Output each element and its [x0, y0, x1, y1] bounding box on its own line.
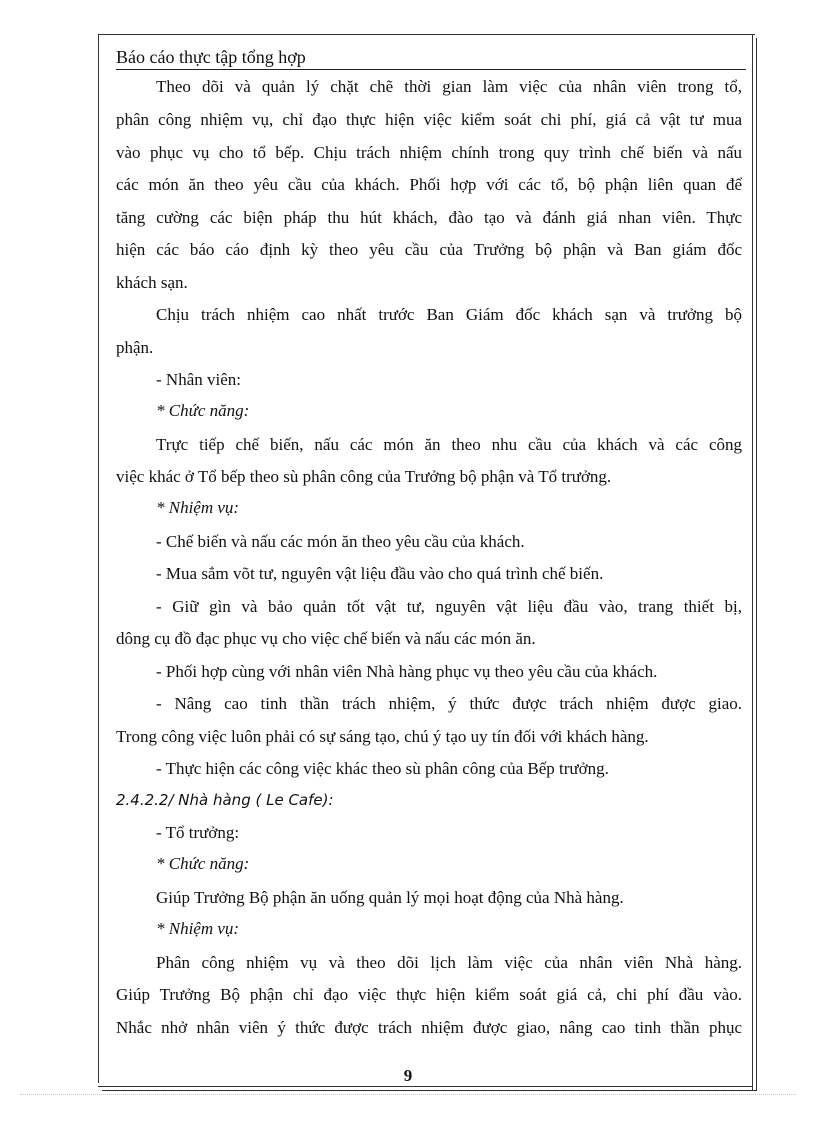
paragraph-line: Nhắc nhở nhân viên ý thức được trách nhiệm được giao, nâng cao tinh thần phục — [116, 1018, 742, 1037]
subheading: * Chức năng: — [156, 401, 250, 420]
paragraph-line: phận. — [116, 338, 154, 357]
paragraph-line: Giúp Trưởng Bộ phận chỉ đạo việc thực hiện kiểm soát giá cả, chi phí đầu vào. — [116, 985, 742, 1004]
subheading: * Chức năng: — [156, 854, 250, 873]
list-heading: - Nhân viên: — [156, 370, 241, 389]
subheading: * Nhiệm vụ: — [156, 919, 240, 938]
section-heading: 2.4.2.2/ Nhà hàng ( Le Cafe): — [116, 791, 334, 809]
list-item: - Chế biến và nấu các món ăn theo yêu cầu của khách. — [156, 532, 525, 551]
paragraph-line: các món ăn theo yêu cầu của khách. Phối hợp với các tổ, bộ phận liên quan để — [116, 175, 742, 194]
list-item: - Phối hợp cùng với nhân viên Nhà hàng phục vụ theo yêu cầu của khách. — [156, 662, 658, 681]
list-heading: - Tổ trưởng: — [156, 823, 240, 842]
paragraph-line: Giúp Trưởng Bộ phận ăn uống quản lý mọi hoạt động của Nhà hàng. — [156, 888, 624, 907]
paragraph-line: khách sạn. — [116, 273, 188, 292]
page-number: 9 — [403, 1066, 413, 1085]
list-item: - Nâng cao tinh thần trách nhiệm, ý thức được trách nhiệm được giao. — [156, 694, 742, 713]
paragraph-line: Trong công việc luôn phải có sự sáng tạo, chú ý tạo uy tín đối với khách hàng. — [116, 727, 649, 746]
paragraph-line: Trực tiếp chế biến, nấu các món ăn theo nhu cầu của khách và các công — [156, 435, 742, 454]
paragraph-line: tăng cường các biện pháp thu hút khách, đào tạo và đánh giá nhan viên. Thực — [116, 208, 742, 227]
list-item: - Thực hiện các công việc khác theo sù phân công của Bếp trưởng. — [156, 759, 609, 778]
paragraph-line: dông cụ đồ đạc phục vụ cho việc chế biến và nấu các món ăn. — [116, 629, 536, 648]
page-border-right — [752, 34, 753, 1090]
paragraph-line: Phân công nhiệm vụ và theo dõi lịch làm việc của nhân viên Nhà hàng. — [156, 953, 742, 972]
running-header: Báo cáo thực tập tổng hợp — [116, 46, 746, 70]
page-border-bottom-shadow — [102, 1090, 757, 1091]
paragraph-line: việc khác ở Tổ bếp theo sù phân công của Trưởng bộ phận và Tổ trưởng. — [116, 467, 612, 486]
paragraph-line: vào phục vụ cho tổ bếp. Chịu trách nhiệm chính trong quy trình chế biến và nấu — [116, 143, 742, 162]
page-border-bottom — [98, 1086, 753, 1087]
list-item: - Giữ gìn và bảo quản tốt vật tư, nguyên vật liệu đầu vào, trang thiết bị, — [156, 597, 742, 616]
subheading: * Nhiệm vụ: — [156, 498, 240, 517]
list-item: - Mua sắm võt tư, nguyên vật liệu đầu vào cho quá trình chế biến. — [156, 564, 604, 583]
paragraph-line: phân công nhiệm vụ, chỉ đạo thực hiện việc kiểm soát chi phí, giá cả vật tư mua — [116, 110, 742, 129]
paragraph-line: Chịu trách nhiệm cao nhất trước Ban Giám đốc khách sạn và trưởng bộ — [156, 305, 742, 324]
paragraph-line: Theo dõi và quản lý chặt chẽ thời gian làm việc của nhân viên trong tổ, — [156, 77, 742, 96]
paragraph-line: hiện các báo cáo định kỳ theo yêu cầu của Trưởng bộ phận và Ban giám đốc — [116, 240, 742, 259]
page-separator — [20, 1094, 796, 1095]
page-border-right-shadow — [756, 38, 757, 1090]
